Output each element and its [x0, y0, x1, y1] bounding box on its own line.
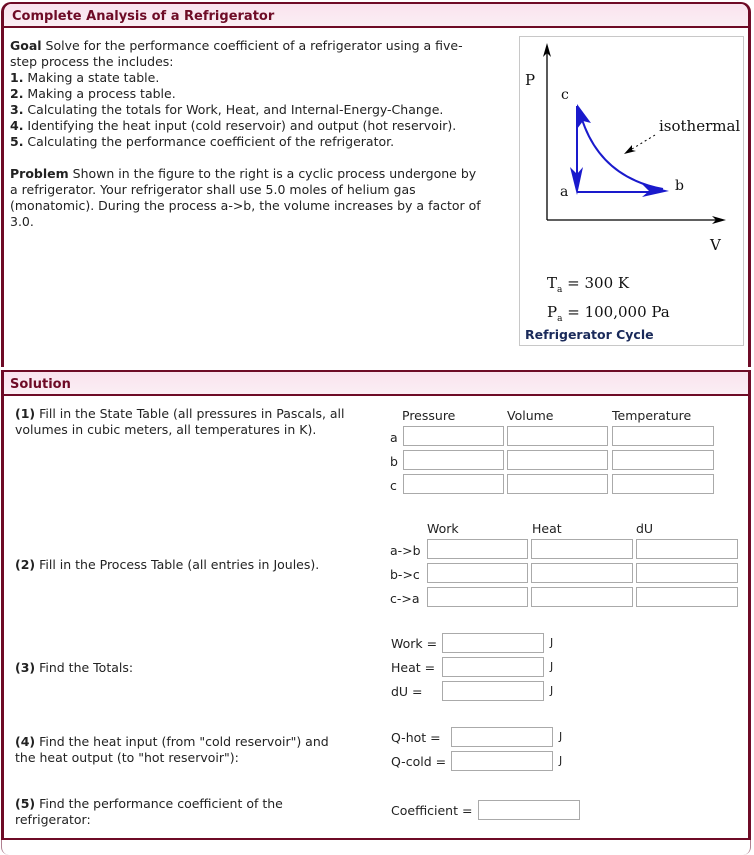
- goal-text: Solve for the performance coefficient of a refrigerator using a five-: [41, 38, 463, 53]
- y-axis-label: P: [525, 71, 536, 89]
- goal-section: [10, 38, 515, 230]
- process-ca-heat-input[interactable]: [531, 587, 633, 607]
- isothermal-label: isothermal: [659, 117, 741, 135]
- process-bc-du-input[interactable]: [636, 563, 738, 583]
- process-row-label-bc: b->c: [390, 567, 420, 582]
- state-b-pressure-input[interactable]: [403, 450, 504, 470]
- q-hot-input[interactable]: [451, 727, 553, 747]
- process-col-du: dU: [636, 521, 654, 536]
- total-heat-input[interactable]: [442, 657, 544, 677]
- state-row-label-a: a: [390, 430, 398, 445]
- state-col-volume: Volume: [507, 408, 554, 423]
- q-hot-unit: J: [559, 730, 563, 743]
- point-a-label: a: [560, 184, 569, 200]
- state-b-volume-input[interactable]: [507, 450, 608, 470]
- problem-label: Problem: [10, 166, 69, 181]
- process-ca-du-input[interactable]: [636, 587, 738, 607]
- q-cold-input[interactable]: [451, 751, 553, 771]
- state-a-pressure-input[interactable]: [403, 426, 504, 446]
- coefficient-label: Coefficient =: [391, 803, 473, 818]
- temperature-a: $T_a = 300$ K: [547, 274, 630, 295]
- process-ab-du-input[interactable]: [636, 539, 738, 559]
- goal-step-2: 2. Making a process table.: [10, 86, 176, 101]
- x-axis-label: V: [710, 236, 721, 254]
- total-work-input[interactable]: [442, 633, 544, 653]
- solution-title: Solution: [4, 370, 748, 396]
- process-col-heat: Heat: [532, 521, 562, 536]
- process-row-label-ca: c->a: [390, 591, 420, 606]
- state-c-volume-input[interactable]: [507, 474, 608, 494]
- total-du-input[interactable]: [442, 681, 544, 701]
- figure-caption: Refrigerator Cycle: [525, 327, 654, 342]
- state-row-label-b: b: [390, 454, 398, 469]
- pv-diagram-figure: [519, 36, 744, 346]
- panel-title: Complete Analysis of a Refrigerator: [4, 4, 748, 28]
- total-du-unit: J: [550, 684, 554, 697]
- total-work-unit: J: [550, 636, 554, 649]
- q-cold-label: Q-cold =: [391, 754, 447, 769]
- problem-text: (monatomic). During the process a->b, the volume increases by a factor of: [10, 198, 481, 213]
- process-ab-work-input[interactable]: [427, 539, 528, 559]
- coefficient-input[interactable]: [478, 800, 580, 820]
- goal-text-cont: step process the includes:: [10, 54, 174, 69]
- pressure-a: $P_a = 100,000$ Pa: [547, 303, 670, 324]
- goal-step-4: 4. Identifying the heat input (cold reservoir) and output (hot reservoir).: [10, 118, 457, 133]
- problem-text: Shown in the figure to the right is a cyclic process undergone by: [68, 166, 477, 181]
- goal-step-1: 1. Making a state table.: [10, 70, 160, 85]
- goal-step-5: 5. Calculating the performance coefficient of the refrigerator.: [10, 134, 395, 149]
- step-3-instructions: (3) Find the Totals:: [15, 660, 134, 675]
- total-du-label: dU =: [391, 684, 423, 699]
- goal-label: Goal: [10, 38, 42, 53]
- state-row-label-c: c: [390, 478, 397, 493]
- process-ab-heat-input[interactable]: [531, 539, 633, 559]
- total-work-label: Work =: [391, 636, 438, 651]
- process-bc-work-input[interactable]: [427, 563, 528, 583]
- process-row-label-ab: a->b: [390, 543, 421, 558]
- state-a-temperature-input[interactable]: [612, 426, 714, 446]
- state-col-temperature: Temperature: [612, 408, 692, 423]
- q-hot-label: Q-hot =: [391, 730, 441, 745]
- next-panel-edge: [1, 840, 751, 855]
- step-2-instructions: (2) Fill in the Process Table (all entries in Joules).: [15, 557, 320, 572]
- problem-text: a refrigerator. Your refrigerator shall use 5.0 moles of helium gas: [10, 182, 416, 197]
- step-5-instructions: (5) Find the performance coefficient of the refrigerator:: [15, 796, 283, 827]
- state-c-temperature-input[interactable]: [612, 474, 714, 494]
- step-4-instructions: (4) Find the heat input (from "cold reservoir") and the heat output (to "hot reservoir"):: [15, 734, 329, 765]
- problem-text: 3.0.: [10, 214, 34, 229]
- step-1-instructions: (1) Fill in the State Table (all pressures in Pascals, all volumes in cubic meters, all temperatures in K).: [15, 406, 345, 437]
- process-col-work: Work: [427, 521, 459, 536]
- point-b-label: b: [675, 178, 684, 194]
- state-a-volume-input[interactable]: [507, 426, 608, 446]
- state-b-temperature-input[interactable]: [612, 450, 714, 470]
- pv-diagram: [520, 37, 743, 267]
- q-cold-unit: J: [559, 754, 563, 767]
- total-heat-label: Heat =: [391, 660, 436, 675]
- process-ca-work-input[interactable]: [427, 587, 528, 607]
- process-bc-heat-input[interactable]: [531, 563, 633, 583]
- goal-step-3: 3. Calculating the totals for Work, Heat, and Internal-Energy-Change.: [10, 102, 444, 117]
- point-c-label: c: [561, 87, 569, 103]
- state-col-pressure: Pressure: [402, 408, 456, 423]
- total-heat-unit: J: [550, 660, 554, 673]
- state-c-pressure-input[interactable]: [403, 474, 504, 494]
